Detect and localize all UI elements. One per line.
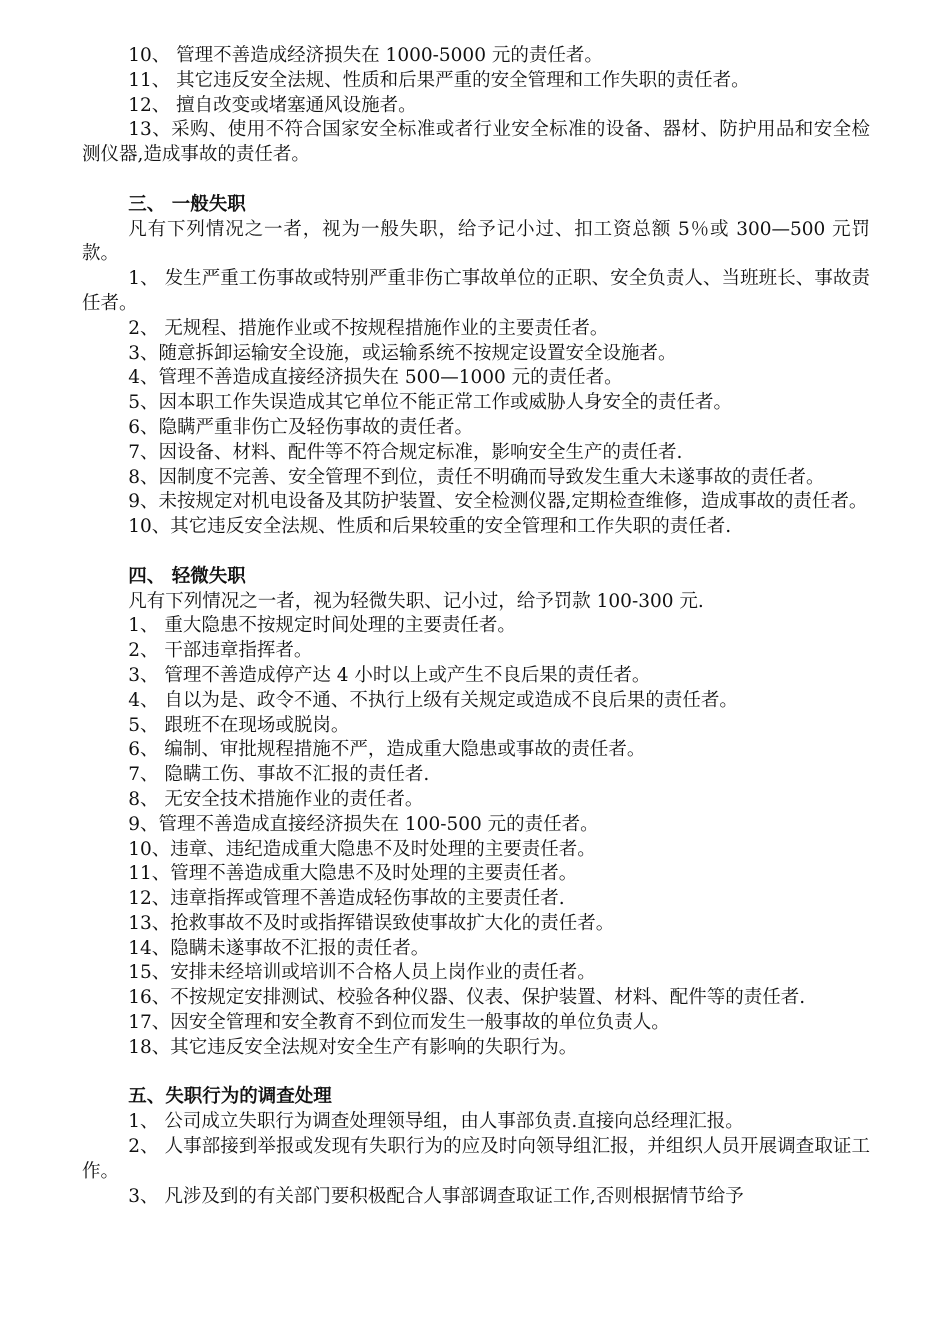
list-item: 1、 重大隐患不按规定时间处理的主要责任者。 (128, 615, 516, 637)
list-item: 13、抢救事故不及时或指挥错误致使事故扩大化的责任者。 (128, 912, 615, 934)
list-item: 2、 干部违章指挥者。 (128, 640, 313, 662)
list-item: 2、 无规程、措施作业或不按规程措施作业的主要责任者。 (128, 317, 609, 339)
section-five (82, 1085, 870, 1209)
list-item: 10、 管理不善造成经济损失在 1000-5000 元的责任者。 (128, 45, 603, 66)
list-item: 4、 自以为是、政令不通、不执行上级有关规定或造成不良后果的责任者。 (128, 689, 738, 711)
list-item: 10、违章、违纪造成重大隐患不及时处理的主要责任者。 (128, 838, 596, 860)
section-four (82, 565, 870, 1061)
list-item: 10、其它违反安全法规、性质和后果较重的安全管理和工作失职的责任者. (128, 516, 732, 538)
list-item: 6、隐瞒严重非伤亡及轻伤事故的责任者。 (128, 416, 474, 438)
list-item: 3、 管理不善造成停产达 4 小时以上或产生不良后果的责任者。 (128, 664, 651, 686)
section-heading: 四、 轻微失职 (128, 565, 246, 587)
section-intro: 凡有下列情况之一者，视为一般失职，给予记小过、扣工资总额 5％或 300—500 元罚款。 (82, 218, 870, 265)
section-two-tail (82, 44, 870, 168)
spacer (82, 1061, 870, 1086)
list-item: 12、违章指挥或管理不善造成轻伤事故的主要责任者. (128, 888, 565, 910)
list-item: 13、采购、使用不符合国家安全标准或者行业安全标准的设备、器材、防护用品和安全检测仪器,造成事故的责任者。 (82, 119, 870, 166)
list-item: 9、未按规定对机电设备及其防护装置、安全检测仪器,定期检查维修，造成事故的责任者。 (128, 491, 868, 513)
section-three (82, 193, 870, 540)
section-heading: 五、失职行为的调查处理 (128, 1086, 332, 1108)
list-item: 5、 跟班不在现场或脱岗。 (128, 714, 350, 736)
list-item: 14、隐瞒未遂事故不汇报的责任者。 (128, 937, 430, 959)
list-item: 8、因制度不完善、安全管理不到位，责任不明确而导致发生重大未遂事故的责任者。 (128, 466, 825, 488)
list-item: 5、因本职工作失误造成其它单位不能正常工作或威胁人身安全的责任者。 (128, 392, 733, 414)
list-item: 8、 无安全技术措施作业的责任者。 (128, 788, 424, 810)
list-item: 11、 其它违反安全法规、性质和后果严重的安全管理和工作失职的责任者。 (128, 69, 750, 91)
list-item: 4、管理不善造成直接经济损失在 500—1000 元的责任者。 (128, 367, 623, 389)
list-item: 11、管理不善造成重大隐患不及时处理的主要责任者。 (128, 863, 578, 885)
list-item: 1、 发生严重工伤事故或特别严重非伤亡事故单位的正职、安全负责人、当班班长、事故责任者。 (82, 268, 870, 314)
list-item: 17、因安全管理和安全教育不到位而发生一般事故的单位负责人。 (128, 1012, 670, 1034)
list-item: 2、 人事部接到举报或发现有失职行为的应及时向领导组汇报，并组织人员开展调查取证工作。 (82, 1136, 870, 1182)
section-heading: 三、 一般失职 (128, 193, 246, 215)
spacer (82, 168, 870, 193)
list-item: 7、 隐瞒工伤、事故不汇报的责任者. (128, 764, 430, 786)
list-item: 12、 擅自改变或堵塞通风设施者。 (128, 94, 417, 116)
list-item: 16、不按规定安排测试、校验各种仪器、仪表、保护装置、材料、配件等的责任者. (128, 987, 806, 1009)
list-item: 1、 公司成立失职行为调查处理领导组，由人事部负责.直接向总经理汇报。 (128, 1111, 744, 1133)
list-item: 9、管理不善造成直接经济损失在 100-500 元的责任者。 (128, 813, 599, 835)
list-item: 18、其它违反安全法规对安全生产有影响的失职行为。 (128, 1036, 578, 1058)
list-item: 6、 编制、审批规程措施不严，造成重大隐患或事故的责任者。 (128, 739, 646, 761)
spacer (82, 540, 870, 565)
list-item: 3、 凡涉及到的有关部门要积极配合人事部调查取证工作,否则根据情节给予 (128, 1185, 744, 1207)
list-item: 7、因设备、材料、配件等不符合规定标准，影响安全生产的责任者. (128, 441, 683, 463)
list-item: 15、安排未经培训或培训不合格人员上岗作业的责任者。 (128, 962, 596, 984)
section-intro: 凡有下列情况之一者，视为轻微失职、记小过，给予罚款 100-300 元. (128, 590, 704, 612)
list-item: 3、随意拆卸运输安全设施，或运输系统不按规定设置安全设施者。 (128, 342, 677, 364)
